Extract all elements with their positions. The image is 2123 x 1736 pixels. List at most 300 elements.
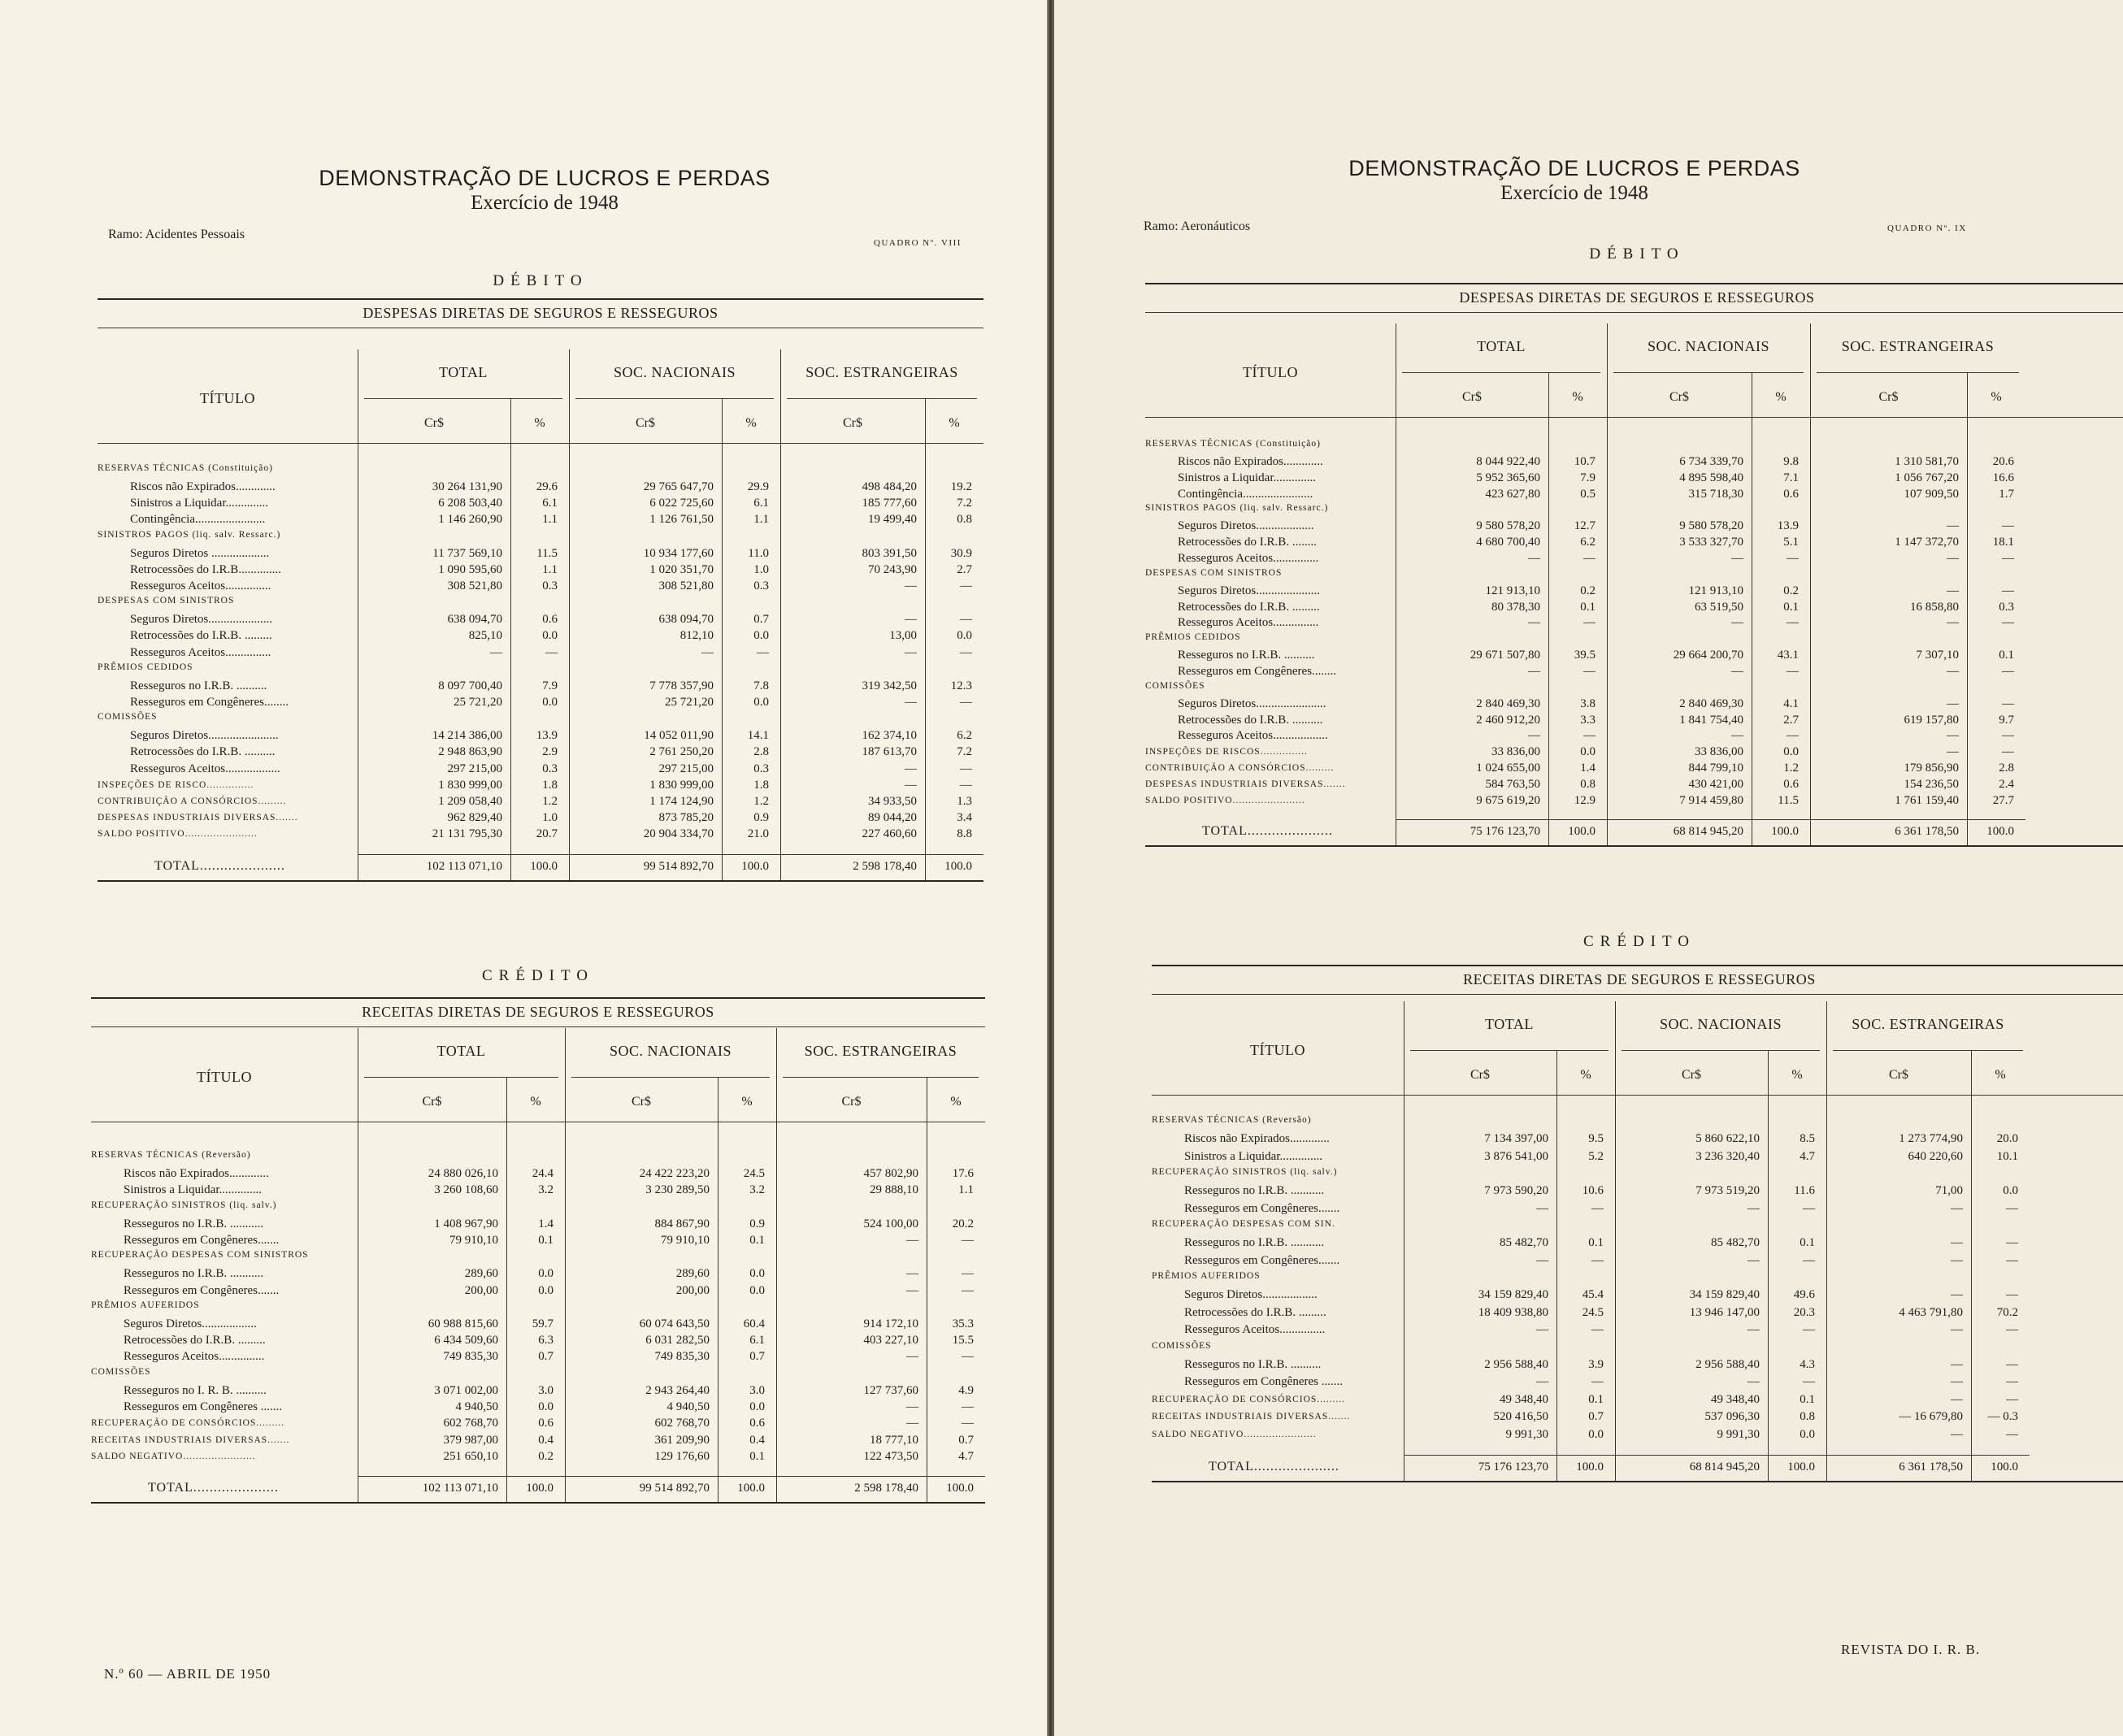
percent-cell: — (1591, 1253, 1604, 1267)
percent-cell: 0.0 (957, 629, 972, 643)
row-label: Riscos não Expirados............. (124, 1167, 269, 1180)
percent-cell: 0.3 (753, 579, 769, 592)
value-cell: 127 737,60 (863, 1383, 918, 1397)
row-heading: DESPESAS INDUSTRIAIS DIVERSAS....... (98, 813, 298, 823)
total-value-cell: 68 814 945,20 (1689, 1460, 1760, 1473)
value-cell: — (1528, 616, 1540, 630)
percent-cell: 1.1 (542, 513, 558, 527)
row-heading: SALDO NEGATIVO....................... (91, 1451, 256, 1461)
value-cell: 49 348,40 (1711, 1392, 1760, 1406)
percent-cell: 6.1 (753, 497, 769, 510)
row-label: Resseguros no I. R. B. .......... (124, 1383, 267, 1397)
percent-cell: 0.1 (749, 1449, 765, 1463)
value-cell: 962 829,40 (447, 811, 502, 825)
subcolumn-header: % (1775, 390, 1787, 404)
value-cell: — (1951, 1236, 1963, 1249)
row-label: Retrocessões do I.R.B. ......... (1184, 1305, 1326, 1319)
column-header-rule (1613, 372, 1804, 373)
column-header-rule (1833, 1050, 2023, 1051)
group-heading: PRÊMIOS CEDIDOS (98, 662, 193, 672)
row-label: Seguros Diretos....................... (130, 729, 279, 743)
percent-cell: — (757, 645, 769, 659)
column-header: SOC. ESTRANGEIRAS (1852, 1016, 2004, 1032)
row-label: Resseguros em Congêneres ....... (1184, 1375, 1343, 1388)
value-cell: 4 463 791,80 (1899, 1305, 1963, 1319)
value-cell: — (1947, 745, 1959, 759)
percent-cell: 2.8 (753, 745, 769, 759)
total-value-cell: 102 113 071,10 (422, 1482, 498, 1495)
percent-cell: 0.3 (753, 762, 769, 775)
titulo-header: TÍTULO (1250, 1042, 1305, 1058)
value-cell: 200,00 (464, 1283, 498, 1297)
percent-cell: 24.4 (532, 1167, 554, 1180)
percent-cell: 19.2 (950, 480, 972, 493)
value-cell: — (1747, 1323, 1760, 1336)
percent-cell: — (2002, 552, 2014, 565)
subcolumn-header: Cr$ (636, 416, 655, 430)
value-cell: 70 243,90 (868, 562, 917, 576)
value-cell: 6 434 509,60 (434, 1334, 498, 1348)
value-cell: — (906, 1283, 918, 1297)
value-cell: 60 988 815,60 (428, 1317, 498, 1330)
value-cell: 60 074 643,50 (639, 1317, 710, 1330)
value-cell: 423 627,80 (1485, 487, 1540, 501)
row-label: Riscos não Expirados............. (1178, 455, 1323, 468)
percent-cell: 12.9 (1574, 793, 1596, 807)
value-cell: 154 236,50 (1904, 777, 1959, 791)
row-label: Seguros Diretos.................. (124, 1317, 257, 1330)
percent-cell: 8.5 (1800, 1132, 1815, 1145)
row-label: Retrocessões do I.R.B. .......... (130, 745, 276, 759)
right-page (1054, 0, 2123, 1736)
total-top-rule (1404, 1455, 2030, 1456)
column-header-rule (575, 398, 774, 399)
percent-cell: 10.6 (1582, 1184, 1604, 1197)
value-cell: 3 071 002,00 (434, 1383, 498, 1397)
rule-under-title (91, 1026, 985, 1027)
box-title: RECEITAS DIRETAS DE SEGUROS E RESSEGUROS (1463, 971, 1816, 987)
rule-top (1152, 965, 2123, 966)
percent-cell: 7.9 (542, 679, 558, 692)
percent-cell: — (545, 645, 558, 659)
row-heading: DESPESAS INDUSTRIAIS DIVERSAS....... (1145, 779, 1346, 789)
group-heading: DESPESAS COM SINISTROS (1145, 567, 1283, 578)
value-cell: 79 910,10 (661, 1233, 710, 1247)
row-heading: CONTRIBUIÇÃO A CONSÓRCIOS......... (1145, 763, 1335, 773)
value-cell: 1 056 767,20 (1895, 471, 1959, 484)
value-cell: 3 876 541,00 (1484, 1149, 1548, 1163)
percent-cell: 0.0 (542, 629, 558, 643)
section-title: DÉBITO (493, 272, 588, 289)
value-cell: — (905, 579, 917, 592)
section-title: CRÉDITO (1583, 933, 1695, 950)
row-label: Riscos não Expirados............. (1184, 1132, 1330, 1145)
page-subtitle: Exercício de 1948 (1500, 182, 1648, 204)
percent-cell: 20.2 (952, 1217, 974, 1230)
percent-cell: 3.2 (749, 1183, 765, 1197)
value-cell: 89 044,20 (868, 811, 917, 825)
percent-cell: 0.7 (749, 1350, 765, 1364)
value-cell: 85 482,70 (1500, 1236, 1548, 1249)
total-percent-cell: 100.0 (1771, 825, 1799, 839)
value-cell: 1 174 124,90 (649, 795, 714, 808)
value-cell: 1 830 999,00 (438, 778, 502, 792)
percent-cell: 24.5 (743, 1167, 765, 1180)
value-cell: — (1947, 584, 1959, 597)
value-cell: 1 761 159,40 (1895, 793, 1959, 807)
value-cell: 4 680 700,40 (1476, 536, 1540, 549)
row-heading: INSPEÇÕES DE RISCO............... (98, 779, 254, 790)
column-header: SOC. ESTRANGEIRAS (805, 364, 958, 380)
row-label: Retrocessões do I.R.B.............. (130, 562, 281, 576)
column-header: SOC. ESTRANGEIRAS (1841, 338, 1995, 354)
total-percent-cell: 100.0 (944, 859, 972, 873)
value-cell: 13,00 (889, 629, 917, 643)
titulo-header: TÍTULO (197, 1069, 252, 1085)
value-cell: — (1951, 1323, 1963, 1336)
rule-top (91, 997, 985, 999)
subcolumn-header: % (1572, 390, 1583, 404)
percent-cell: 0.0 (538, 1283, 554, 1297)
percent-cell: 1.2 (1783, 762, 1799, 775)
ramo-label: Ramo: Acidentes Pessoais (108, 228, 245, 241)
percent-cell: 2.7 (957, 562, 972, 576)
value-cell: — (1951, 1201, 1963, 1215)
percent-cell: — (1583, 729, 1596, 743)
value-cell: 361 209,90 (654, 1433, 710, 1447)
page-title: DEMONSTRAÇÃO DE LUCROS E PERDAS (319, 166, 771, 190)
value-cell: 63 519,50 (1695, 600, 1743, 614)
header-bottom-rule (98, 443, 983, 444)
percent-cell: 8.8 (957, 827, 972, 841)
value-cell: 25 721,20 (665, 696, 714, 709)
value-cell: 803 391,50 (862, 546, 917, 560)
subcolumn-header: % (950, 1095, 962, 1109)
percent-cell: 1.1 (542, 562, 558, 576)
row-label: Resseguros Aceitos............... (1178, 616, 1319, 630)
value-cell: 1 020 351,70 (649, 562, 714, 576)
value-cell: 1 147 372,70 (1895, 536, 1959, 549)
column-header: TOTAL (439, 364, 488, 380)
value-cell: 29 888,10 (870, 1183, 918, 1197)
percent-cell: 3.0 (749, 1383, 765, 1397)
percent-cell: — (960, 613, 972, 627)
percent-cell: 2.8 (1999, 762, 2014, 775)
percent-cell: 10.7 (1574, 455, 1596, 468)
percent-cell: 0.4 (749, 1433, 765, 1447)
value-cell: 430 421,00 (1688, 777, 1743, 791)
percent-cell: 4.7 (1800, 1149, 1815, 1163)
total-percent-cell: 100.0 (1568, 825, 1596, 839)
subcolumn-header: Cr$ (843, 416, 862, 430)
value-cell: 289,60 (675, 1267, 710, 1281)
percent-cell: — (962, 1350, 974, 1364)
percent-cell: — (2006, 1375, 2018, 1388)
percent-cell: 9.5 (1588, 1132, 1604, 1145)
value-cell: 403 227,10 (863, 1334, 918, 1348)
percent-cell: 0.1 (1800, 1236, 1815, 1249)
value-cell: — (906, 1417, 918, 1430)
group-heading: PRÊMIOS AUFERIDOS (91, 1300, 200, 1310)
value-cell: — (1528, 729, 1540, 743)
value-cell: 2 948 863,90 (438, 745, 502, 759)
percent-cell: 0.3 (542, 762, 558, 775)
subcolumn-header: Cr$ (1462, 390, 1482, 404)
group-heading: RESERVAS TÉCNICAS (Reversão) (91, 1150, 251, 1160)
value-cell: 2 956 588,40 (1695, 1357, 1760, 1371)
value-cell: 2 840 469,30 (1679, 697, 1743, 710)
column-header-rule (1622, 1050, 1820, 1051)
row-label: Riscos não Expirados............. (130, 480, 276, 493)
subcolumn-header: Cr$ (1470, 1068, 1490, 1082)
total-value-cell: 2 598 178,40 (854, 1482, 918, 1495)
percent-cell: — (960, 762, 972, 775)
total-label: TOTAL..................... (154, 858, 285, 873)
percent-cell: 12.7 (1574, 519, 1596, 533)
percent-cell: 0.6 (538, 1417, 554, 1430)
row-label: Contingência....................... (1178, 487, 1313, 501)
percent-cell: 0.9 (749, 1217, 765, 1230)
percent-cell: 0.8 (1800, 1410, 1815, 1423)
value-cell: — (701, 645, 714, 659)
value-cell: — (1731, 665, 1743, 678)
group-heading: RECUPERAÇÃO DESPESAS COM SINISTROS (91, 1250, 309, 1261)
percent-cell: 4.9 (958, 1383, 974, 1397)
total-percent-cell: 100.0 (1991, 1460, 2018, 1473)
row-label: Resseguros Aceitos............... (130, 645, 271, 659)
value-cell: — (1528, 665, 1540, 678)
row-label: Retrocessões do I.R.B. ......... (130, 629, 272, 643)
value-cell: 200,00 (675, 1283, 710, 1297)
percent-cell: 0.6 (1783, 777, 1799, 791)
percent-cell: 0.2 (1580, 584, 1596, 597)
value-cell: 187 613,70 (862, 745, 917, 759)
group-heading: RECUPERAÇÃO SINISTROS (liq. salv.) (1152, 1167, 1338, 1177)
percent-cell: 13.9 (1777, 519, 1799, 533)
subcolumn-header: Cr$ (1889, 1068, 1908, 1082)
subcolumn-header: % (1991, 390, 2002, 404)
header-bottom-rule (1145, 417, 2123, 418)
row-label: Seguros Diretos..................... (1178, 584, 1320, 597)
value-cell: 227 460,60 (862, 827, 917, 841)
value-cell: 379 987,00 (443, 1433, 498, 1447)
percent-cell: 21.0 (747, 827, 769, 841)
value-cell: 185 777,60 (862, 497, 917, 510)
table-bottom-rule (91, 1502, 985, 1504)
total-top-rule (358, 1476, 985, 1477)
value-cell: 1 090 595,60 (438, 562, 502, 576)
percent-cell: — (1787, 616, 1799, 630)
value-cell: 30 264 131,90 (432, 480, 502, 493)
row-label: Resseguros Aceitos............... (130, 579, 271, 592)
percent-cell: 6.1 (749, 1334, 765, 1348)
value-cell: 7 307,10 (1916, 649, 1959, 662)
percent-cell: 0.1 (1800, 1392, 1815, 1406)
value-cell: 638 094,70 (658, 613, 714, 627)
box-title: DESPESAS DIRETAS DE SEGUROS E RESSEGUROS (1459, 289, 1815, 306)
value-cell: — (905, 696, 917, 709)
row-label: Resseguros no I.R.B. ........... (124, 1267, 264, 1281)
value-cell: 129 176,60 (654, 1449, 710, 1463)
header-bottom-rule (1152, 1095, 2123, 1096)
value-cell: 4 940,50 (455, 1400, 498, 1413)
value-cell: 24 880 026,10 (428, 1167, 498, 1180)
percent-cell: 0.4 (538, 1433, 554, 1447)
table-bottom-rule (98, 880, 983, 882)
value-cell: 34 933,50 (868, 795, 917, 808)
percent-cell: 29.6 (536, 480, 558, 493)
column-header-rule (783, 1077, 979, 1078)
row-label: Sinistros a Liquidar.............. (124, 1183, 262, 1197)
percent-cell: 0.0 (1783, 745, 1799, 759)
percent-cell: 0.7 (1588, 1410, 1604, 1423)
value-cell: 8 044 922,40 (1476, 455, 1540, 468)
percent-cell: 1.2 (542, 795, 558, 808)
value-cell: 13 946 147,00 (1689, 1305, 1760, 1319)
row-label: Resseguros Aceitos............... (124, 1350, 265, 1364)
percent-cell: 0.8 (957, 513, 972, 527)
percent-cell: 30.9 (950, 546, 972, 560)
percent-cell: 11.5 (1778, 793, 1799, 807)
value-cell: — (1747, 1253, 1760, 1267)
percent-cell: 0.0 (1800, 1427, 1815, 1441)
value-cell: 5 952 365,60 (1476, 471, 1540, 484)
value-cell: 884 867,90 (654, 1217, 710, 1230)
percent-cell: 0.6 (749, 1417, 765, 1430)
percent-cell: 13.9 (536, 729, 558, 743)
percent-cell: 1.4 (1580, 762, 1596, 775)
percent-cell: — (2006, 1236, 2018, 1249)
percent-cell: 9.8 (1783, 455, 1799, 468)
percent-cell: 7.9 (1580, 471, 1596, 484)
total-label: TOTAL..................... (1202, 824, 1333, 839)
page-subtitle: Exercício de 1948 (471, 192, 619, 214)
value-cell: 1 126 761,50 (649, 513, 714, 527)
subcolumn-header: Cr$ (632, 1095, 651, 1109)
percent-cell: 11.6 (1794, 1184, 1815, 1197)
subcolumn-header: % (1995, 1068, 2006, 1082)
column-divider (565, 1028, 566, 1502)
percent-cell: 0.6 (542, 613, 558, 627)
percent-cell: 5.1 (1783, 536, 1799, 549)
value-cell: 11 737 569,10 (432, 546, 502, 560)
total-percent-cell: 100.0 (737, 1482, 765, 1495)
percent-cell: 0.0 (753, 696, 769, 709)
subcolumn-header: Cr$ (841, 1095, 862, 1109)
total-top-rule (1396, 819, 2025, 820)
percent-cell: 0.0 (538, 1400, 554, 1413)
value-cell: 315 718,30 (1688, 487, 1743, 501)
total-value-cell: 68 814 945,20 (1673, 825, 1743, 839)
value-cell: — (1947, 616, 1959, 630)
subcolumn-header: Cr$ (424, 416, 444, 430)
value-cell: 914 172,10 (863, 1317, 918, 1330)
value-cell: 21 131 795,30 (432, 827, 502, 841)
row-heading: CONTRIBUIÇÃO A CONSÓRCIOS......... (98, 796, 287, 806)
column-header: SOC. NACIONAIS (609, 1043, 732, 1059)
value-cell: 3 533 327,70 (1679, 536, 1743, 549)
value-cell: 520 416,50 (1493, 1410, 1548, 1423)
percent-cell: 3.8 (1580, 697, 1596, 710)
percent-cell: 0.0 (542, 696, 558, 709)
row-heading: RECUPERAÇÃO DE CONSÓRCIOS......... (1152, 1394, 1346, 1404)
subcolumn-header: Cr$ (1878, 390, 1899, 404)
value-cell: 4 895 598,40 (1679, 471, 1743, 484)
group-heading: PRÊMIOS CEDIDOS (1145, 632, 1241, 643)
value-cell: 5 860 622,10 (1695, 1132, 1760, 1145)
percent-cell: 3.4 (957, 811, 972, 825)
value-cell: 71,00 (1935, 1184, 1963, 1197)
percent-cell: — (1787, 552, 1799, 565)
row-label: Resseguros em Congêneres........ (1178, 665, 1336, 678)
percent-cell: 11.0 (748, 546, 769, 560)
percent-cell: — (2002, 745, 2014, 759)
row-heading: SALDO POSITIVO....................... (1145, 795, 1305, 805)
row-label: Resseguros no I.R.B. ........... (1184, 1236, 1325, 1249)
column-header: SOC. NACIONAIS (1659, 1016, 1782, 1032)
total-value-cell: 75 176 123,70 (1470, 825, 1540, 839)
percent-cell: 3.3 (1580, 713, 1596, 727)
value-cell: 7 973 519,20 (1695, 1184, 1760, 1197)
percent-cell: — (1803, 1375, 1815, 1388)
row-label: Seguros Diretos..................... (130, 613, 272, 627)
percent-cell: — (960, 778, 972, 792)
value-cell: 18 409 938,80 (1478, 1305, 1548, 1319)
value-cell: 1 408 967,90 (434, 1217, 498, 1230)
group-heading: COMISSÕES (1152, 1340, 1212, 1351)
value-cell: 19 499,40 (868, 513, 917, 527)
percent-cell: 0.1 (1783, 600, 1799, 614)
total-percent-cell: 100.0 (1986, 825, 2014, 839)
group-heading: RESERVAS TÉCNICAS (Reversão) (1152, 1115, 1312, 1125)
total-percent-cell: 100.0 (526, 1482, 554, 1495)
value-cell: — (1947, 697, 1959, 710)
row-heading: SALDO NEGATIVO....................... (1152, 1429, 1317, 1439)
value-cell: 14 052 011,90 (644, 729, 714, 743)
value-cell: — (1536, 1375, 1548, 1388)
value-cell: 844 799,10 (1688, 762, 1743, 775)
percent-cell: 39.5 (1574, 649, 1596, 662)
percent-cell: 4.3 (1800, 1357, 1815, 1371)
group-heading: DESPESAS COM SINISTROS (98, 596, 235, 606)
rule-top (98, 298, 983, 300)
value-cell: 640 220,60 (1908, 1149, 1963, 1163)
value-cell: — (906, 1233, 918, 1247)
value-cell: 2 943 264,40 (645, 1383, 710, 1397)
percent-cell: 20.3 (1793, 1305, 1815, 1319)
value-cell: — (905, 645, 917, 659)
percent-cell: — (1591, 1201, 1604, 1215)
percent-cell: — (960, 645, 972, 659)
total-value-cell: 6 361 178,50 (1899, 1460, 1963, 1473)
percent-cell: 1.1 (753, 513, 769, 527)
value-cell: 308 521,80 (447, 579, 502, 592)
group-heading: RESERVAS TÉCNICAS (Constituição) (98, 463, 273, 473)
row-heading: INSPEÇÕES DE RISCOS............... (1145, 747, 1308, 757)
percent-cell: 15.5 (952, 1334, 974, 1348)
value-cell: — (1951, 1392, 1963, 1406)
value-cell: 29 671 507,80 (1470, 649, 1540, 662)
percent-cell: 59.7 (532, 1317, 554, 1330)
percent-cell: — (962, 1233, 974, 1247)
percent-cell: 0.6 (1783, 487, 1799, 501)
value-cell: 2 460 912,20 (1476, 713, 1540, 727)
value-cell: — 16 679,80 (1899, 1410, 1963, 1423)
row-label: Resseguros no I.R.B. .......... (1178, 649, 1315, 662)
value-cell: 873 785,20 (658, 811, 714, 825)
percent-cell: — (960, 696, 972, 709)
value-cell: 9 580 578,20 (1476, 519, 1540, 533)
